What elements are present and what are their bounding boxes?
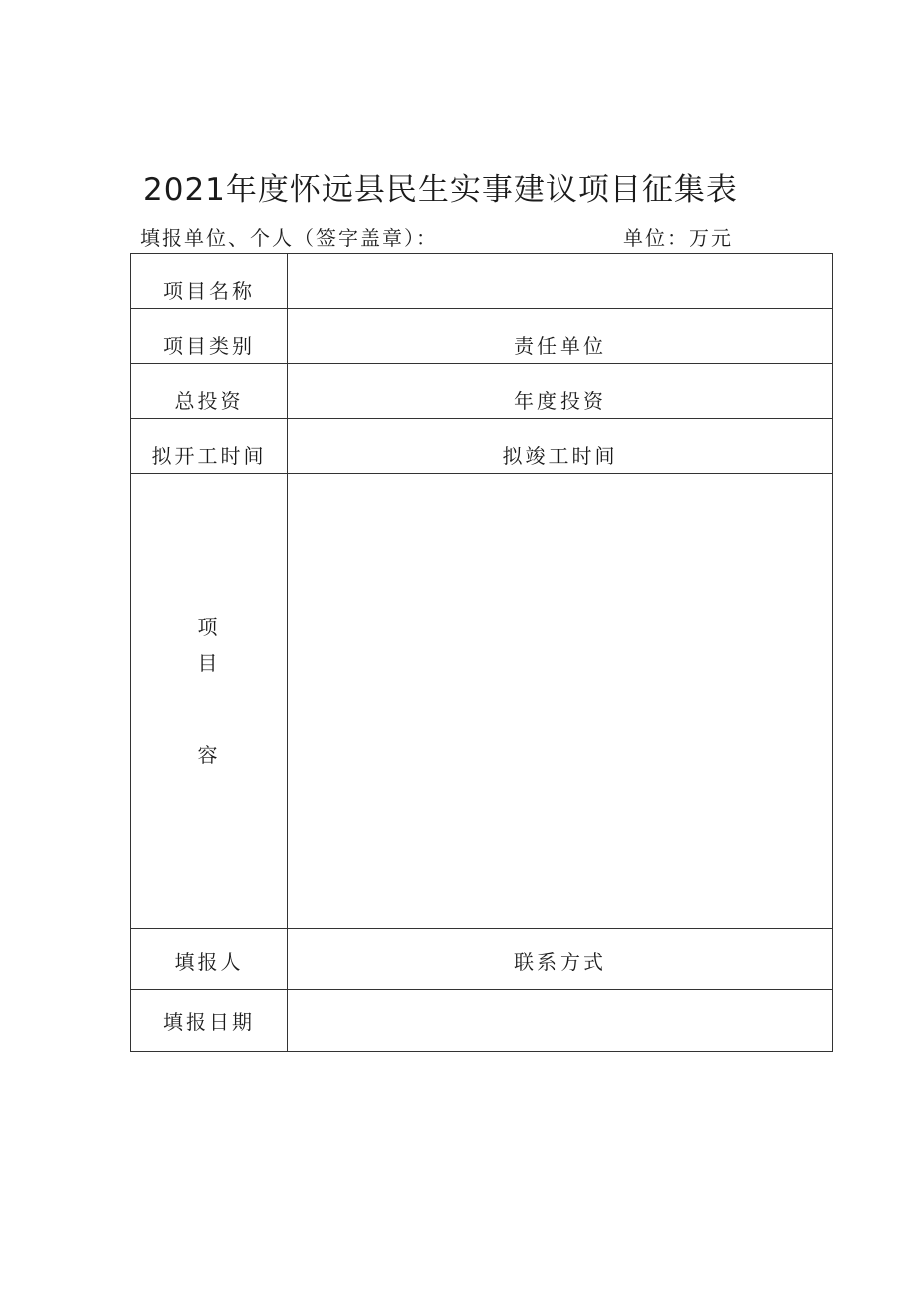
row-schedule: [131, 419, 833, 474]
row-project-category: [131, 309, 833, 364]
document-title: 2021年度怀远县民生实事建议项目征集表: [143, 172, 738, 208]
fill-date-label: 填报日期: [131, 990, 288, 1052]
project-form-table: [130, 253, 833, 1052]
content-char-1: 项: [197, 615, 221, 639]
content-char-2: 目: [197, 651, 221, 675]
fill-date-field[interactable]: [288, 990, 833, 1052]
row-project-name: [131, 254, 833, 309]
content-char-3: 容: [197, 743, 221, 767]
planned-start-label: 拟开工时间: [131, 419, 288, 474]
row-fill-date: [131, 990, 833, 1052]
planned-completion-label: 拟竣工时间: [502, 444, 618, 468]
filler-person-label: 填报人: [131, 929, 288, 990]
project-category-label: 项目类别: [131, 309, 288, 364]
schedule-field[interactable]: [288, 419, 833, 474]
contact-label: 联系方式: [514, 950, 606, 974]
project-category-field[interactable]: [288, 309, 833, 364]
filler-label: 填报单位、个人（签字盖章）：: [140, 226, 438, 250]
annual-investment-label: 年度投资: [514, 389, 606, 413]
project-name-field[interactable]: [288, 254, 833, 309]
responsible-unit-label: 责任单位: [514, 334, 606, 358]
investment-field[interactable]: [288, 364, 833, 419]
total-investment-label: 总投资: [131, 364, 288, 419]
project-name-label: 项目名称: [131, 254, 288, 309]
row-filler-person: [131, 929, 833, 990]
unit-label: 单位：万元: [623, 226, 733, 250]
filler-person-field[interactable]: [288, 929, 833, 990]
project-content-label: [131, 474, 288, 929]
row-project-content: [131, 474, 833, 929]
filler-line: [140, 222, 750, 251]
project-content-field[interactable]: [288, 474, 833, 929]
row-investment: [131, 364, 833, 419]
